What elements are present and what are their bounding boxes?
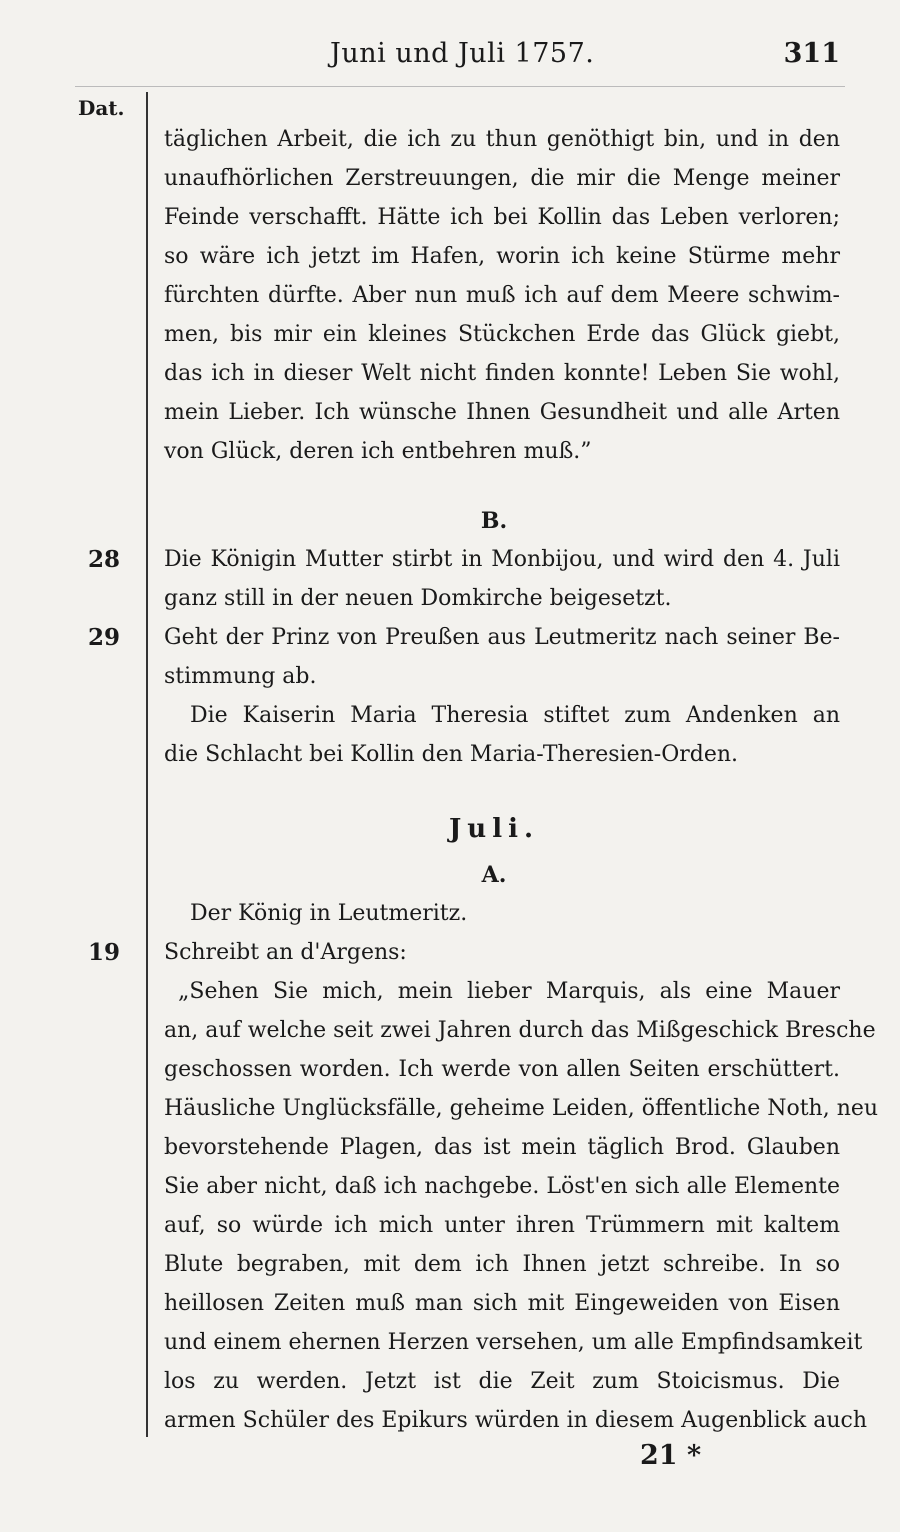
body-line: Feinde verschafft. Hätte ich bei Kollin das Leben verloren; <box>164 205 840 230</box>
body-line: „Sehen Sie mich, mein lieber Marquis, als eine Mauer <box>178 979 840 1004</box>
entry-date: 19 <box>88 939 121 966</box>
body-line: so wäre ich jetzt im Hafen, worin ich keine Stürme mehr <box>164 244 840 269</box>
body-line: Geht der Prinz von Preußen aus Leutmeritz nach seiner Be- <box>164 625 840 650</box>
header-title: Juni und Juli 1757. <box>330 38 595 69</box>
body-line: men, bis mir ein kleines Stückchen Erde das Glück giebt, <box>164 322 840 347</box>
body-line: auf, so würde ich mich unter ihren Trümmern mit kaltem <box>164 1213 840 1238</box>
body-line: geschossen worden. Ich werde von allen Seiten erschüttert. <box>164 1057 840 1082</box>
body-line: stimmung ab. <box>164 664 317 689</box>
page-number: 311 <box>783 38 840 69</box>
body-line: Die Kaiserin Maria Theresia stiftet zum Andenken an <box>190 703 840 728</box>
signature-mark: 21 * <box>640 1440 702 1471</box>
body-line: fürchten dürfte. Aber nun muß ich auf dem Meere schwim- <box>164 283 840 308</box>
body-line: die Schlacht bei Kollin den Maria-Theresien-Orden. <box>164 742 739 767</box>
header-rule <box>75 86 845 87</box>
entry-date: 29 <box>88 624 121 651</box>
body-line: ganz still in der neuen Domkirche beigesetzt. <box>164 586 672 611</box>
body-line: Die Königin Mutter stirbt in Monbijou, und wird den 4. Juli <box>164 547 840 572</box>
body-line: Blute begraben, mit dem ich Ihnen jetzt schreibe. In so <box>164 1252 840 1277</box>
body-line: Häusliche Unglücksfälle, geheime Leiden, öffentliche Noth, neu <box>164 1096 879 1121</box>
body-line: armen Schüler des Epikurs würden in diesem Augenblick auch <box>164 1408 868 1433</box>
body-line: bevorstehende Plagen, das ist mein täglich Brod. Glauben <box>164 1135 840 1160</box>
date-column-rule <box>146 92 148 1437</box>
month-heading: Juli. <box>448 814 539 844</box>
body-line: los zu werden. Jetzt ist die Zeit zum Stoicismus. Die <box>164 1369 840 1394</box>
date-column-label: Dat. <box>78 96 125 120</box>
body-line: Schreibt an d'Argens: <box>164 940 407 965</box>
body-line: von Glück, deren ich entbehren muß.” <box>164 439 592 464</box>
body-line: an, auf welche seit zwei Jahren durch das Mißgeschick Bresche <box>164 1018 876 1043</box>
body-line: unaufhörlichen Zerstreuungen, die mir die Menge meiner <box>164 166 840 191</box>
body-line: mein Lieber. Ich wünsche Ihnen Gesundheit und alle Arten <box>164 400 840 425</box>
body-line: das ich in dieser Welt nicht finden konnte! Leben Sie wohl, <box>164 361 840 386</box>
body-line: heillosen Zeiten muß man sich mit Eingeweiden von Eisen <box>164 1291 840 1316</box>
body-line: Sie aber nicht, daß ich nachgebe. Löst'en sich alle Elemente <box>164 1174 840 1199</box>
body-line: täglichen Arbeit, die ich zu thun genöthigt bin, und in den <box>164 127 840 152</box>
entry-date: 28 <box>88 546 121 573</box>
running-header <box>0 38 900 78</box>
body-line: und einem ehernen Herzen versehen, um alle Empfindsamkeit <box>164 1330 863 1355</box>
body-line: Der König in Leutmeritz. <box>190 901 468 926</box>
section-a-heading: A. <box>481 862 507 888</box>
section-b-heading: B. <box>480 508 508 534</box>
